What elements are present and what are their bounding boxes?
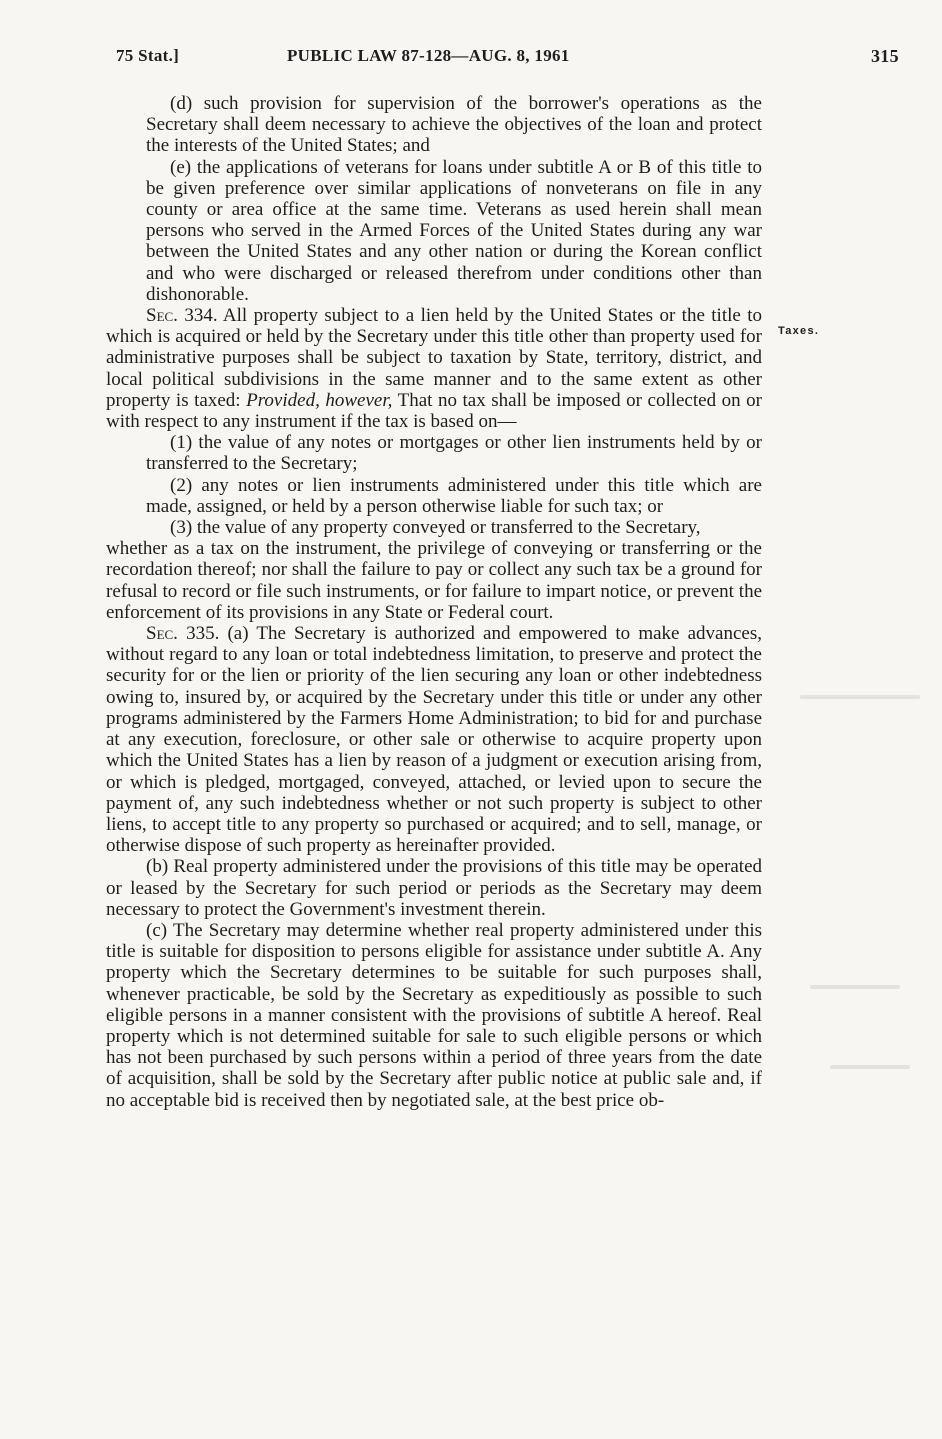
section-334-proviso: Provided, however, (246, 389, 393, 411)
clause-3: (3) the value of any property conveyed or transferred to the Secretary, (170, 517, 701, 539)
whether-paragraph: whether as a tax on the instrument, the privilege of conveying or transferring or the recordation thereof; nor shall the failure to pay or collect any such tax be a ground for refusal to record or file such instruments, or for failure to impart notice, or prevent the enforcement of its provisions in any State or Federal court. (106, 538, 762, 623)
page-number: 315 (871, 46, 899, 66)
section-335-c: (c) The Secretary may determine whether real property administered under this title is suitable for disposition to persons eligible for assistance under subtitle A. Any property which the Secretary determines to be suitable for such purposes shall, whenever practicable, be sold by the Secretary as expeditiously as possible to such eligible persons in a manner consistent with the provisions of subtitle A hereof. Real property which is not determined suitable for sale to such eligible persons or which has not been purchased by such persons within a period of three years from the date of acquisition, shall be sold by the Secretary after public notice at public sale and, if no acceptable bid is received then by negotiated sale, at the best price ob- (106, 919, 762, 1111)
section-334-text-cont: That no tax shall be imposed or collected on or with respect to any instrument if the tax is based on— (106, 389, 763, 433)
running-header: PUBLIC LAW 87-128—AUG. 8, 1961 (287, 46, 570, 65)
margin-note-taxes: Taxes. (778, 325, 820, 337)
bleed-through-mark (810, 985, 900, 989)
paragraph-d: (d) such provision for supervision of the borrower's operations as the Secretary shall deem necessary to achieve the objectives of the loan and protect the interests of the United States; and (146, 93, 762, 157)
section-334-label: Sec. 334. (146, 305, 218, 327)
section-335-a (106, 623, 762, 856)
bleed-through-mark (800, 695, 920, 699)
paragraph-e: (e) the applications of veterans for loans under subtitle A or B of this title to be given preference over similar applications of nonveterans on file in any county or area office at the same time. Veterans as used herein shall mean persons who served in the Armed Forces of the United States during any war between the United States and any other nation or during the Korean conflict and who were discharged or released therefrom under conditions other than dishonorable. (146, 156, 762, 305)
body-text (106, 93, 762, 1111)
section-335-a-text: (a) The Secretary is authorized and empowered to make advances, without regard to any loan or total indebtedness limitation, to preserve and protect the security for or the lien or priority of the lien securing any loan or other indebtedness owing to, insured by, or acquired by the Secretary under this title or under any other programs administered by the Farmers Home Administration; to bid for and purchase at any execution, foreclosure, or other sale or otherwise to acquire property upon which the United States has a lien by reason of a judgment or execution arising from, or which is pledged, mortgaged, conveyed, attached, or levied upon to secure the payment of, any such indebtedness whether or not such property is subject to other liens, to accept title to any property so purchased or acquired; and to sell, manage, or otherwise dispose of such property as hereinafter provided. (106, 623, 762, 857)
section-335-label: Sec. 335. (146, 623, 220, 645)
bleed-through-mark (830, 1065, 910, 1069)
section-335-b: (b) Real property administered under the provisions of this title may be operated or leased by the Secretary for such period or periods as the Secretary may deem necessary to protect the Government's investment therein. (106, 856, 762, 920)
statute-volume-ref: 75 Stat.] (116, 46, 180, 65)
clause-2: (2) any notes or lien instruments administered under this title which are made, assigned, or held by a person otherwise liable for such tax; or (146, 474, 762, 517)
clause-1: (1) the value of any notes or mortgages or other lien instruments held by or transferred to the Secretary; (146, 432, 762, 475)
section-334-text: All property subject to a lien held by the United States or the title to which is acquired or held by the Secretary under this title other than property used for administrative purposes shall be subject to taxation by State, territory, district, and local political subdivisions in the same manner and to the same extent as other property is taxed: (106, 305, 762, 411)
section-334 (106, 305, 762, 432)
